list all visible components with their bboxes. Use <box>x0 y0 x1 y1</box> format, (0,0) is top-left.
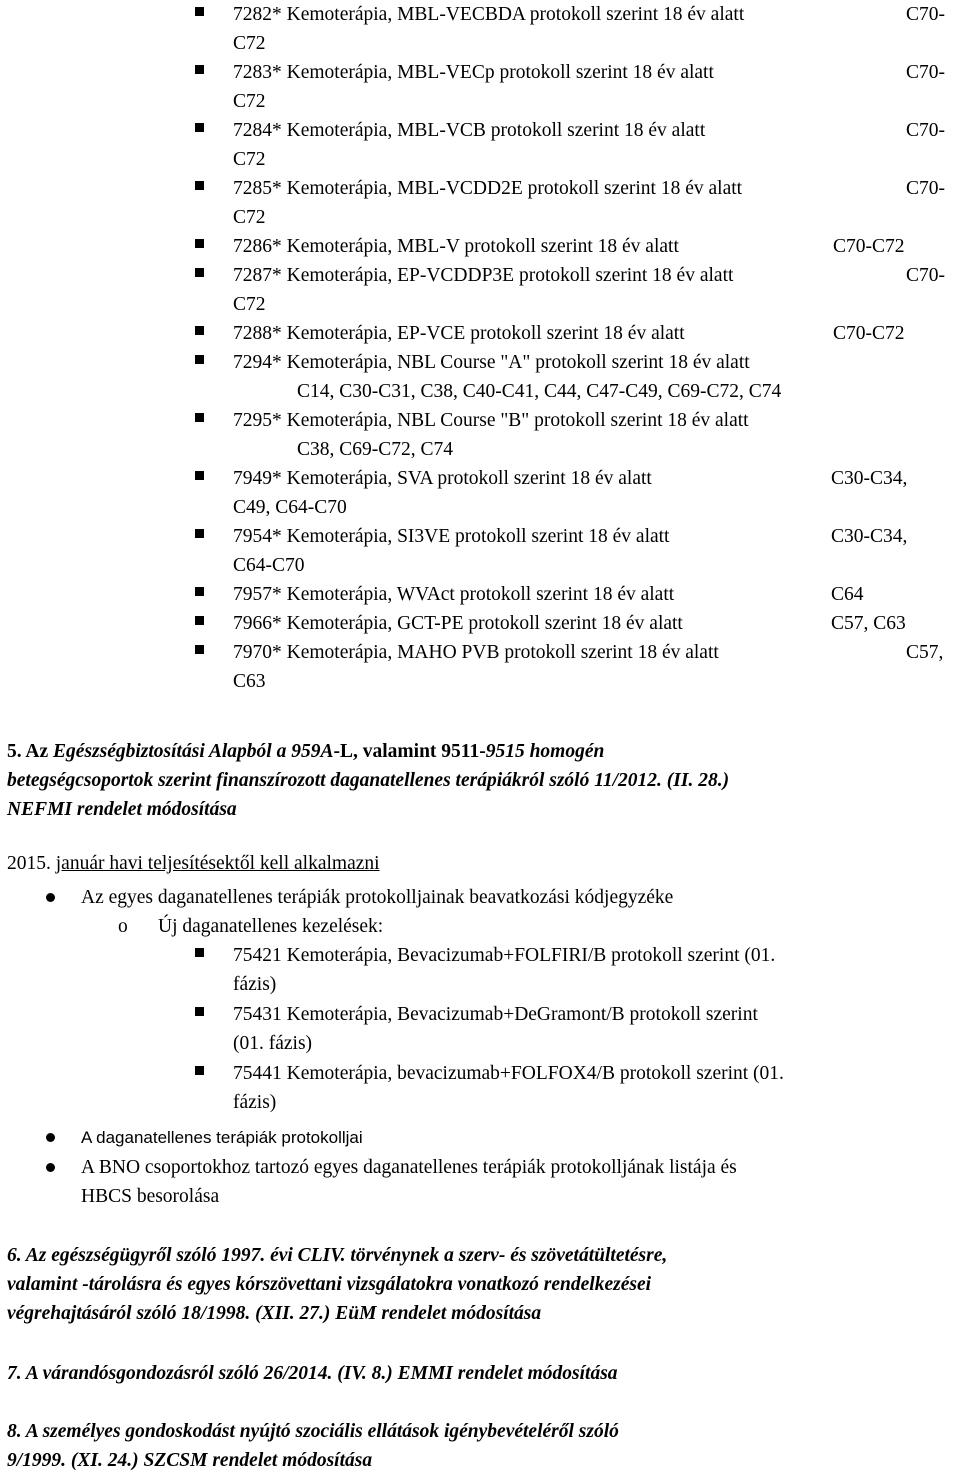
item-code-cont: C72 <box>233 149 266 170</box>
square-bullet-icon <box>195 239 204 248</box>
section-8-heading-line-2: 9/1999. (XI. 24.) SZCSM rendelet módosítása <box>7 1450 373 1471</box>
section-7-heading: 7. A várandósgondozásról szóló 26/2014. (IV. 8.) EMMI rendelet módosítása <box>7 1363 618 1384</box>
square-bullet-icon <box>195 181 204 190</box>
round-bullet-icon <box>46 893 55 902</box>
item-text-cont: (01. fázis) <box>233 1033 313 1054</box>
item-text: 7949* Kemoterápia, SVA protokoll szerint 18 év alatt <box>233 468 652 489</box>
round-bullet-icon <box>46 1163 55 1172</box>
item-code: C70- <box>906 62 945 83</box>
section-6-heading-line-2: valamint -tárolásra és egyes kórszövettani vizsgálatokra vonatkozó rendelkezései <box>7 1274 652 1295</box>
bullet-text: Az egyes daganatellenes terápiák protokolljainak beavatkozási kódjegyzéke <box>81 887 674 908</box>
item-code-cont: C63 <box>233 671 266 692</box>
item-code: C70- <box>906 4 945 25</box>
section-8-heading-line-1: 8. A személyes gondoskodást nyújtó szociális ellátások igénybevételéről szóló <box>7 1421 619 1442</box>
item-text: 75431 Kemoterápia, Bevacizumab+DeGramont/B protokoll szerint <box>233 1004 758 1025</box>
section-5-heading-line-2: betegségcsoportok szerint finanszírozott daganatellenes terápiákról szóló 11/2012. (II. 28.) <box>7 770 730 791</box>
item-code: C64 <box>831 584 864 605</box>
square-bullet-icon <box>195 355 204 364</box>
item-code: C70-C72 <box>833 323 905 344</box>
item-code: C70- <box>906 178 945 199</box>
bullet-text-cont: HBCS besorolása <box>81 1186 220 1207</box>
square-bullet-icon <box>195 616 204 625</box>
square-bullet-icon <box>195 948 204 957</box>
item-code: C70- <box>906 265 945 286</box>
square-bullet-icon <box>195 7 204 16</box>
bullet-text: A BNO csoportokhoz tartozó egyes daganatellenes terápiák protokolljának listája és <box>81 1157 737 1178</box>
item-code-cont: C72 <box>233 91 266 112</box>
item-text: 7288* Kemoterápia, EP-VCE protokoll szerint 18 év alatt <box>233 323 685 344</box>
square-bullet-icon <box>195 65 204 74</box>
section-6-heading-line-1: 6. Az egészségügyről szóló 1997. évi CLIV. törvénynek a szerv- és szövetátültetésre, <box>7 1245 668 1266</box>
section-5-heading-line-1: 5. Az Egészségbiztosítási Alapból a 959A-L, valamint 9511-9515 homogén <box>7 741 605 762</box>
item-text: 7966* Kemoterápia, GCT-PE protokoll szerint 18 év alatt <box>233 613 683 634</box>
square-bullet-icon <box>195 1007 204 1016</box>
square-bullet-icon <box>195 413 204 422</box>
section-5-heading-line-3: NEFMI rendelet módosítása <box>7 799 237 820</box>
item-text: 7294* Kemoterápia, NBL Course "A" protokoll szerint 18 év alatt <box>233 352 750 373</box>
item-code-cont: C14, C30-C31, C38, C40-C41, C44, C47-C49, C69-C72, C74 <box>297 381 782 402</box>
item-text: 7970* Kemoterápia, MAHO PVB protokoll szerint 18 év alatt <box>233 642 719 663</box>
item-text: 7284* Kemoterápia, MBL-VCB protokoll szerint 18 év alatt <box>233 120 706 141</box>
square-bullet-icon <box>195 1066 204 1075</box>
item-code-cont: C49, C64-C70 <box>233 497 347 518</box>
item-code-cont: C64-C70 <box>233 555 305 576</box>
square-bullet-icon <box>195 587 204 596</box>
item-code-cont: C72 <box>233 33 266 54</box>
item-text: 7954* Kemoterápia, SI3VE protokoll szerint 18 év alatt <box>233 526 670 547</box>
item-text: 7957* Kemoterápia, WVAct protokoll szerint 18 év alatt <box>233 584 675 605</box>
item-text: 75421 Kemoterápia, Bevacizumab+FOLFIRI/B protokoll szerint (01. <box>233 945 776 966</box>
item-code: C57, C63 <box>831 613 906 634</box>
subheading-new-treatments: Új daganatellenes kezelések: <box>158 916 384 937</box>
item-text: 7286* Kemoterápia, MBL-V protokoll szerint 18 év alatt <box>233 236 679 257</box>
item-text: 7282* Kemoterápia, MBL-VECBDA protokoll szerint 18 év alatt <box>233 4 745 25</box>
item-text: 75441 Kemoterápia, bevacizumab+FOLFOX4/B protokoll szerint (01. <box>233 1063 784 1084</box>
effective-date-note: 2015. január havi teljesítésektől kell alkalmazni <box>7 853 380 874</box>
item-code: C57, <box>906 642 944 663</box>
item-text: 7283* Kemoterápia, MBL-VECp protokoll szerint 18 év alatt <box>233 62 714 83</box>
square-bullet-icon <box>195 471 204 480</box>
item-code: C70-C72 <box>833 236 905 257</box>
square-bullet-icon <box>195 326 204 335</box>
item-code-cont: C72 <box>233 207 266 228</box>
round-bullet-icon <box>46 1133 55 1142</box>
square-bullet-icon <box>195 268 204 277</box>
item-code-cont: C38, C69-C72, C74 <box>297 439 454 460</box>
item-text-cont: fázis) <box>233 1092 277 1113</box>
item-code: C30-C34, <box>831 526 908 547</box>
item-text: 7285* Kemoterápia, MBL-VCDD2E protokoll szerint 18 év alatt <box>233 178 743 199</box>
square-bullet-icon <box>195 645 204 654</box>
bullet-text: A daganatellenes terápiák protokolljai <box>81 1128 363 1147</box>
square-bullet-icon <box>195 123 204 132</box>
item-text-cont: fázis) <box>233 974 277 995</box>
circle-bullet-icon: o <box>118 916 128 937</box>
item-text: 7295* Kemoterápia, NBL Course "B" protokoll szerint 18 év alatt <box>233 410 749 431</box>
square-bullet-icon <box>195 529 204 538</box>
item-code: C70- <box>906 120 945 141</box>
item-code: C30-C34, <box>831 468 908 489</box>
item-code-cont: C72 <box>233 294 266 315</box>
item-text: 7287* Kemoterápia, EP-VCDDP3E protokoll szerint 18 év alatt <box>233 265 734 286</box>
section-6-heading-line-3: végrehajtásáról szóló 18/1998. (XII. 27.) EüM rendelet módosítása <box>7 1303 542 1324</box>
